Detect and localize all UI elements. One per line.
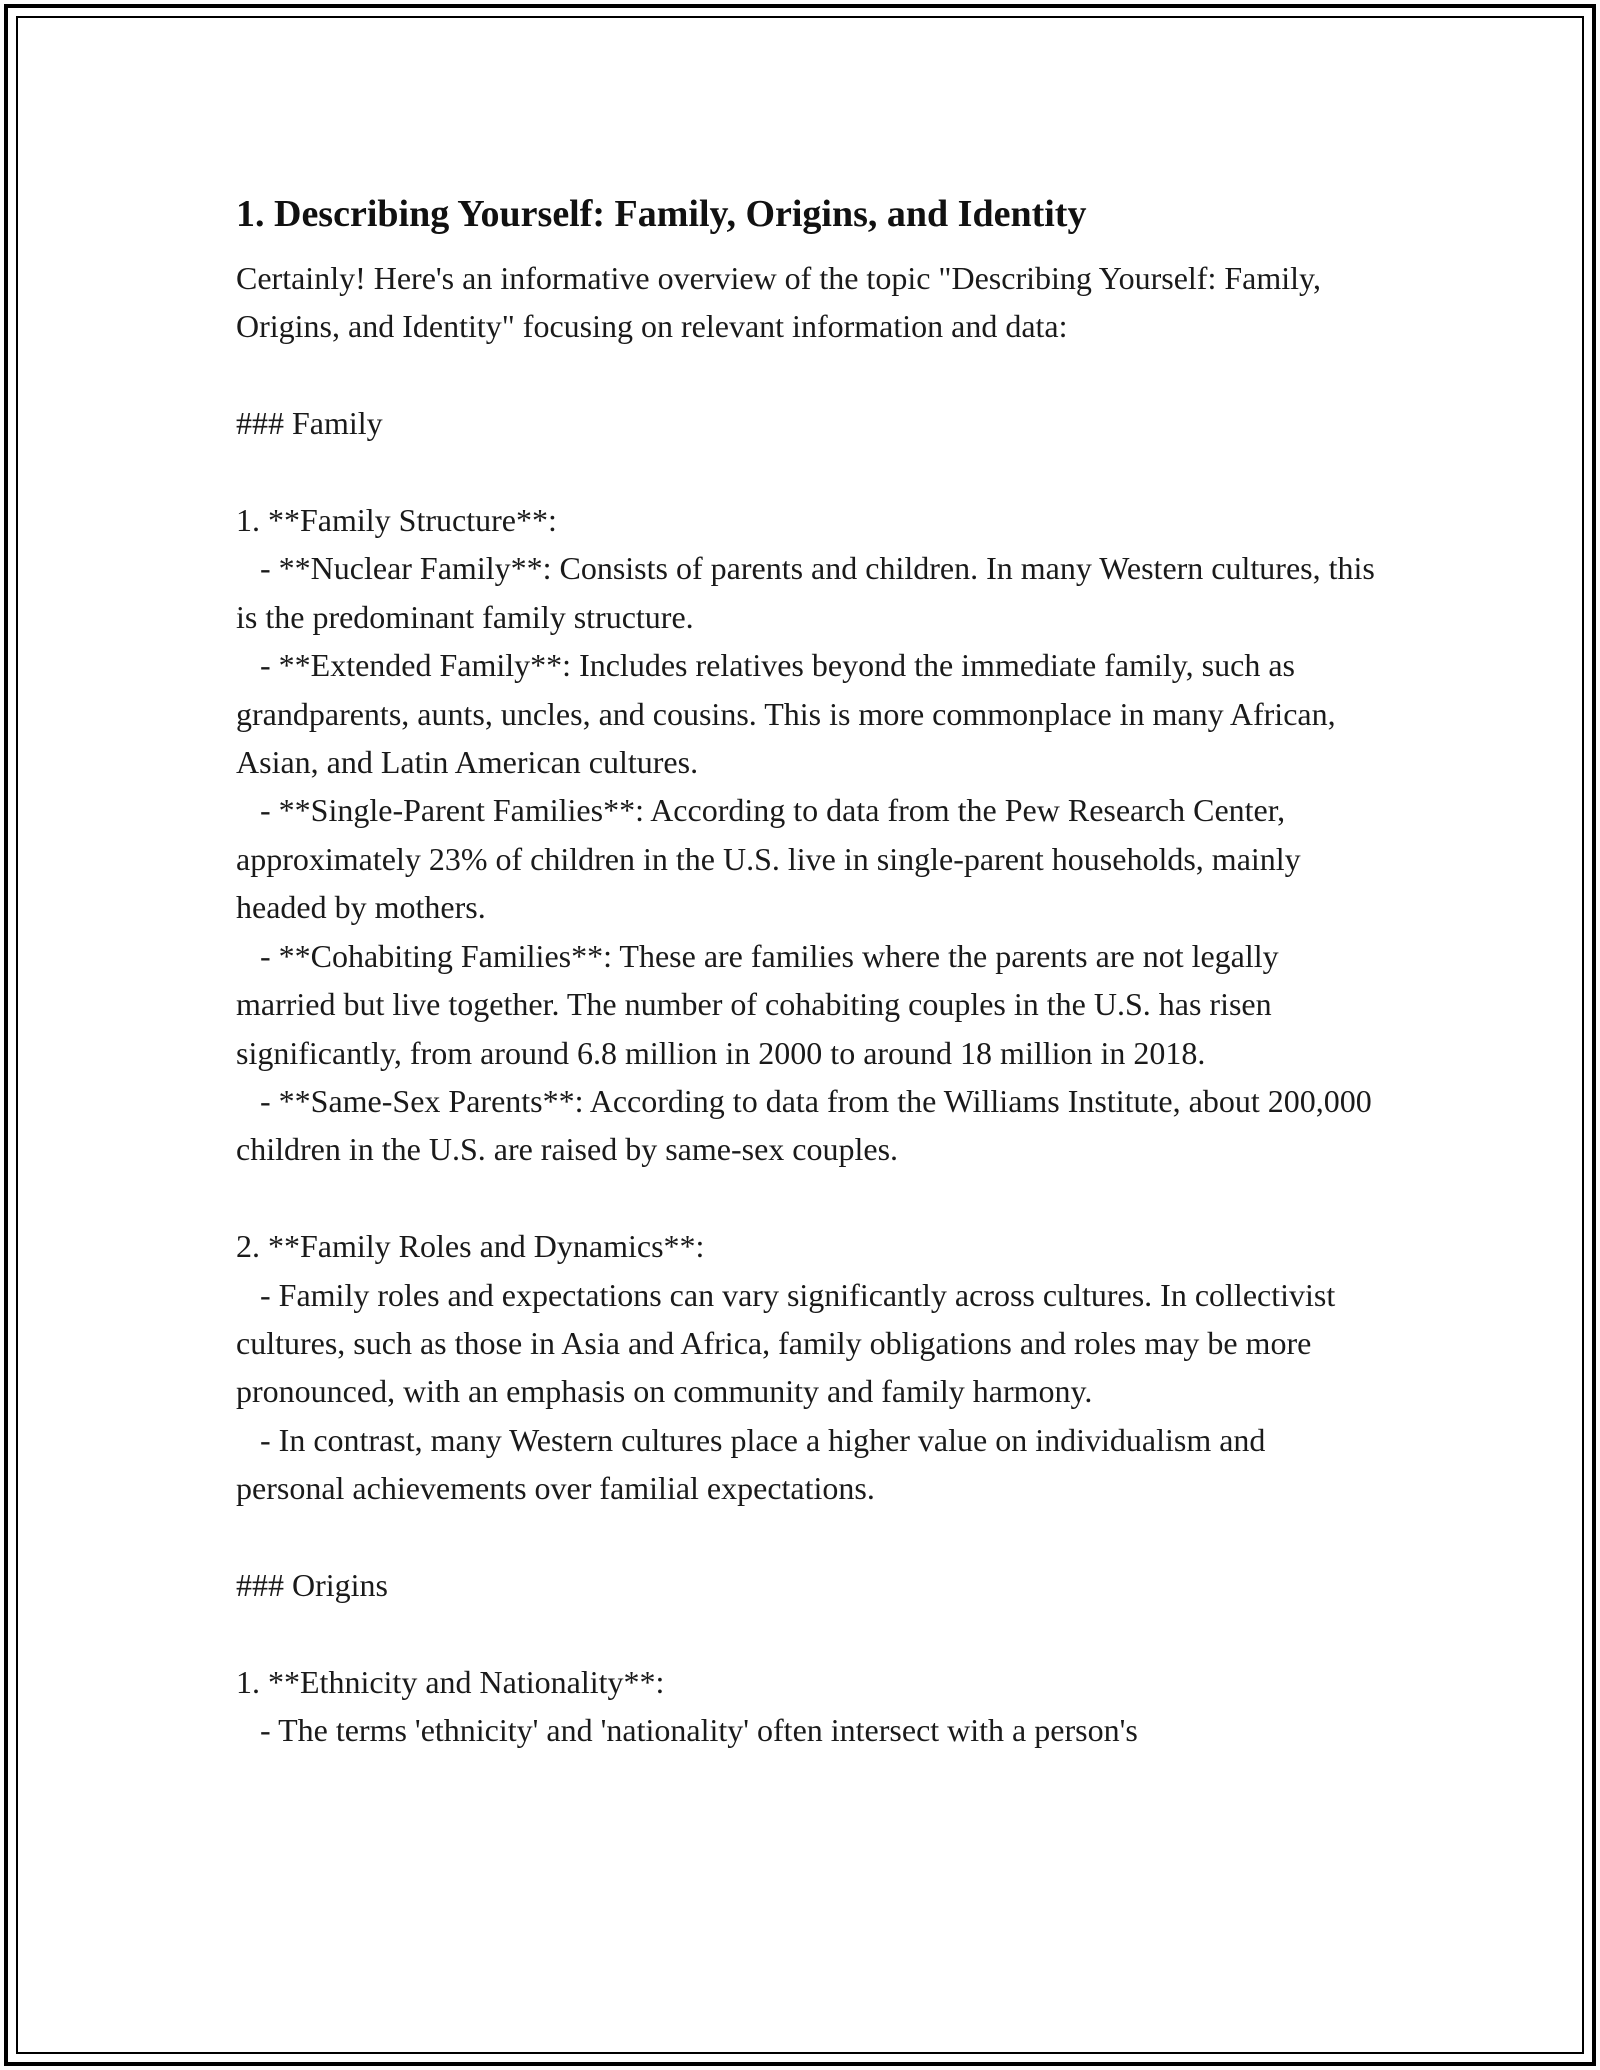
document-title: 1. Describing Yourself: Family, Origins, and Identity bbox=[236, 193, 1087, 235]
document-body: Certainly! Here's an informative overview of the topic "Describing Yourself: Family, Origins, and Identity" focusing on relevant information and data: ### Family 1. **Family Structure**: - **Nuclear Family**: Consists of parents and children. In many Western cultures, this is the predominant family structure. - **Extended Family**: Includes relatives beyond the immediate family, such as grandparents, aunts, uncles, and cousins. This is more commonplace in many African, Asian, and Latin American cultures. - **Single-Parent Families**: According to data from the Pew Research Center, approximately 23% of children in the U.S. live in single-parent households, mainly headed by mothers. - **Cohabiting Families**: These are families where the parents are not legally married but live together. The number of cohabiting couples in the U.S. has risen significantly, from around 6.8 million in 2000 to around 18 million in 2018. - **Same-Sex Parents**: According to data from the Williams Institute, about 200,000 children in the U.S. are raised by same-sex couples. 2. **Family Roles and Dynamics**: - Family roles and expectations can vary significantly across cultures. In collectivist cultures, such as those in Asia and Africa, family obligations and roles may be more pronounced, with an emphasis on community and family harmony. - In contrast, many Western cultures place a higher value on individualism and personal achievements over familial expectations. ### Origins 1. **Ethnicity and Nationality**: - The terms 'ethnicity' and 'nationality' often intersect with a person's bbox=[236, 260, 1375, 1749]
document-content bbox=[236, 186, 1376, 1755]
